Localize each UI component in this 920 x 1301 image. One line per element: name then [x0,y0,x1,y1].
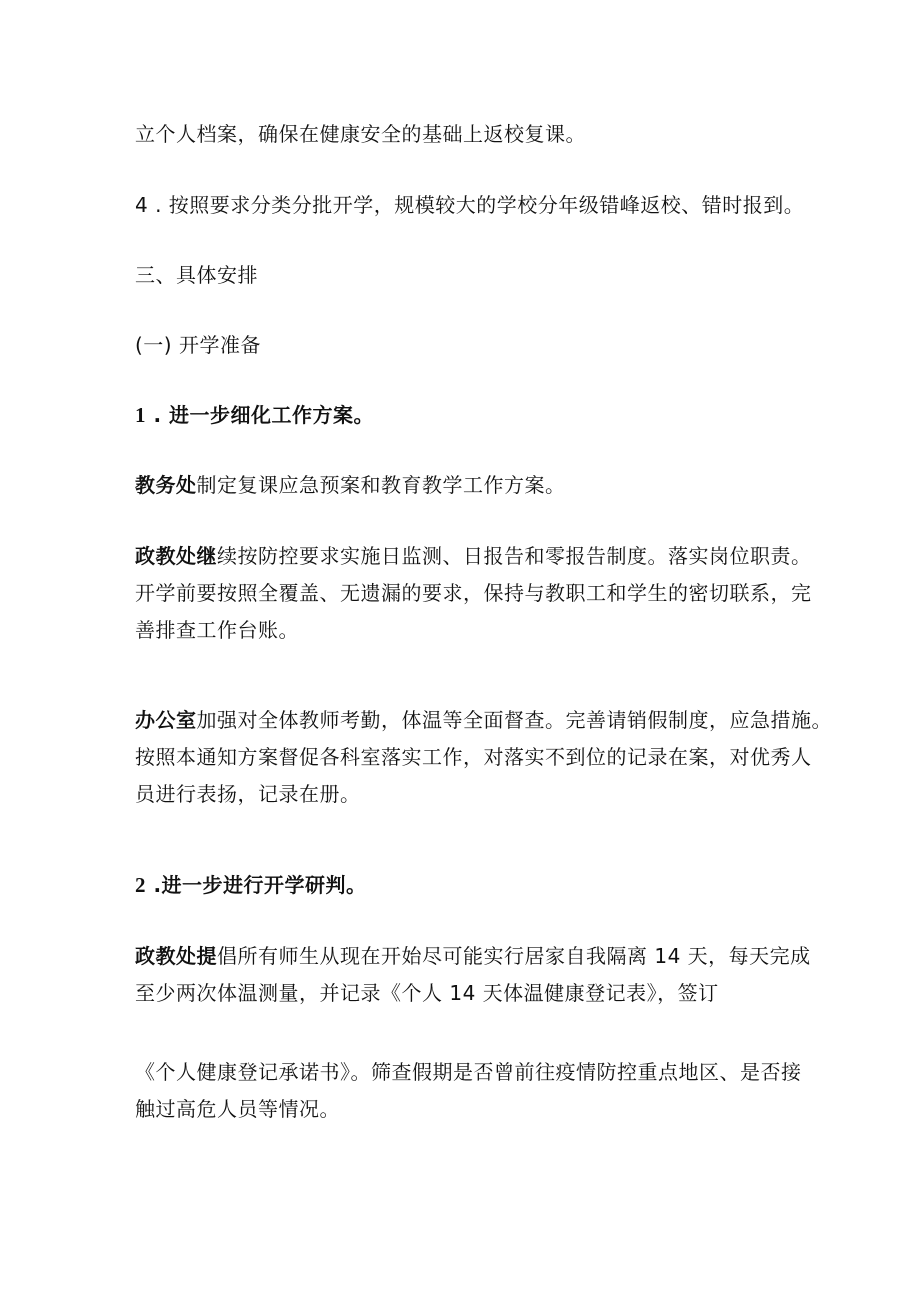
list-item-2 [135,873,815,897]
paragraph-final [135,1054,802,1128]
paragraph-jiaowu [135,473,815,497]
paragraph-line: 按照本通知方案督促各科室落实工作，对落实不到位的记录在案，对优秀人 [135,745,812,769]
list-item-text: .进一步进行开学研判。 [146,873,367,897]
paragraph-zhengjiao-1 [135,538,812,649]
list-item-text: . 进一步细化工作方案。 [146,403,375,427]
list-item-4 [135,193,815,217]
list-item-text: . 按照要求分类分批开学，规模较大的学校分年级错峰返校、错时报到。 [148,193,805,217]
paragraph-zhengjiao-2 [135,938,811,1012]
department-label: 政教处继 [135,544,217,568]
paragraph-line: 善排查工作台账。 [135,618,299,642]
department-label: 政教处提 [135,944,217,968]
department-label: 教务处 [135,473,197,497]
paragraph-line [135,702,832,739]
paragraph-continuation [135,122,815,146]
paragraph-line: 至少两次体温测量，并记录《个人 14 天体温健康登记表》，签订 [135,981,719,1005]
list-item-1 [135,403,815,427]
paragraph-line [135,938,811,975]
list-number: 1 [135,403,146,427]
paragraph-text: 倡所有师生从现在开始尽可能实行居家自我隔离 14 天，每天完成 [217,944,811,968]
list-number: 2 [135,873,146,897]
paragraph-line [135,538,812,575]
paragraph-line: 员进行表扬，记录在册。 [135,782,361,806]
paragraph-text: 立个人档案，确保在健康安全的基础上返校复课。 [135,122,586,146]
paragraph-line: 触过高危人员等情况。 [135,1097,340,1121]
paragraph-line: 《个人健康登记承诺书》。筛查假期是否曾前往疫情防控重点地区、是否接 [135,1060,802,1084]
subsection-heading [135,333,815,357]
department-label: 办公室 [135,708,197,732]
subsection-heading-text: (一) 开学准备 [135,333,261,357]
paragraph-text: 续按防控要求实施日监测、日报告和零报告制度。落实岗位职责。 [217,544,812,568]
section-heading [135,263,815,287]
section-heading-text: 三、具体安排 [135,263,258,287]
paragraph-line: 开学前要按照全覆盖、无遗漏的要求，保持与教职工和学生的密切联系，完 [135,581,812,605]
paragraph-bangong [135,702,832,813]
paragraph-text: 制定复课应急预案和教育教学工作方案。 [196,473,566,497]
list-number: 4 [135,193,149,217]
paragraph-text: 加强对全体教师考勤，体温等全面督查。完善请销假制度，应急措施。 [196,708,832,732]
